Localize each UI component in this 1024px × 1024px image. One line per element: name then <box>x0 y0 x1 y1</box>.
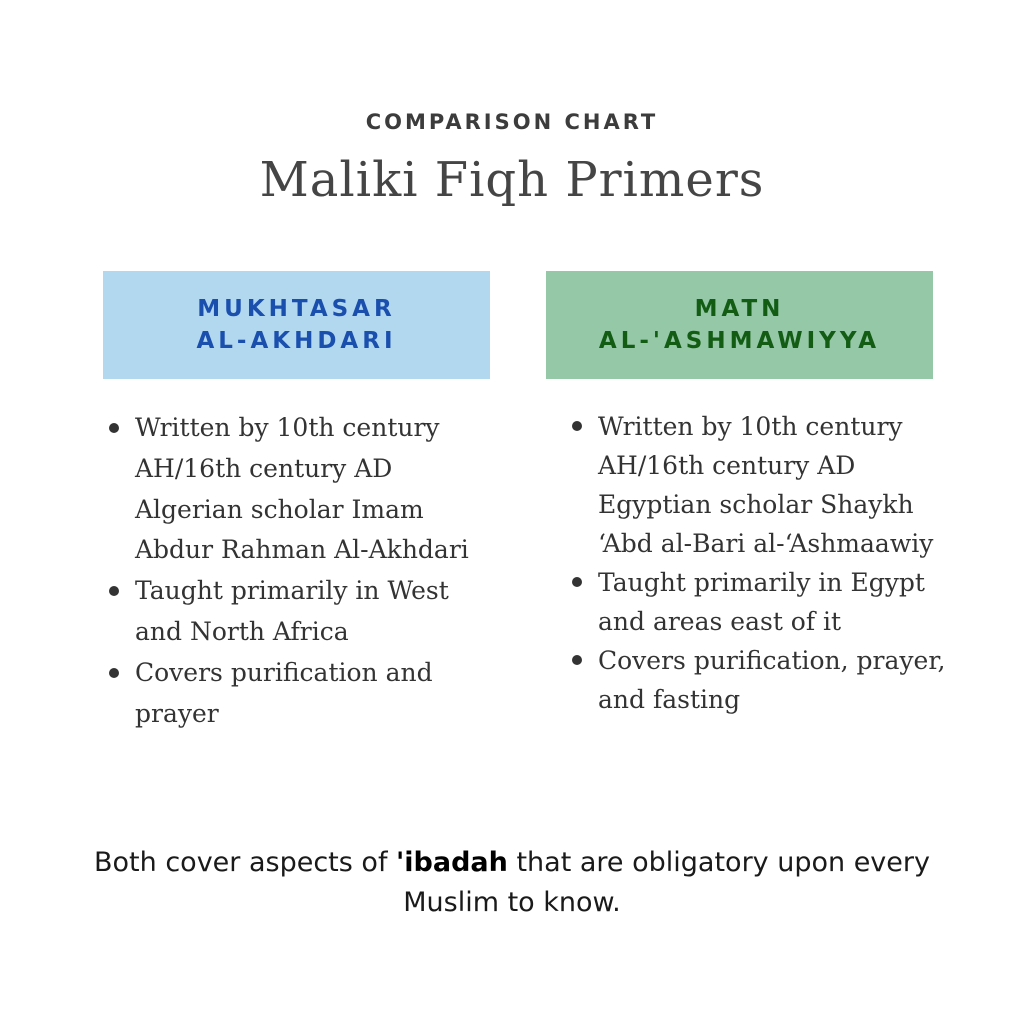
column-header-matn <box>546 271 933 379</box>
bullet-list-mukhtasar <box>105 408 485 734</box>
list-item-text: Covers purification and prayer <box>135 657 433 728</box>
page-title: Maliki Fiqh Primers <box>259 152 765 208</box>
list-item <box>568 563 948 641</box>
footer-note <box>90 843 934 923</box>
bullet-icon <box>572 421 582 431</box>
column-header-line-1: MATN <box>694 296 785 322</box>
list-item-text: Taught primarily in Egypt and areas east of it <box>598 568 925 636</box>
footer-text-start: Both cover aspects of <box>94 847 397 878</box>
column-header-line-2: AL-AKHDARI <box>196 328 397 354</box>
list-item-text: Written by 10th century AH/16th century AD Algerian scholar Imam Abdur Rahman Al-Akhdari <box>135 413 469 565</box>
footer-text-end: that are obligatory upon every Muslim to know. <box>403 847 930 918</box>
chart-eyebrow: COMPARISON CHART <box>365 110 659 134</box>
footer-emphasis: 'ibadah <box>396 847 508 878</box>
column-header-line-2: AL-'ASHMAWIYYA <box>598 328 881 354</box>
list-item <box>568 641 948 719</box>
list-item-text: Taught primarily in West and North Africa <box>135 576 449 646</box>
bullet-icon <box>109 586 119 596</box>
list-item-text: Written by 10th century AH/16th century AD Egyptian scholar Shaykh ‘Abd al-Bari al-‘Ashmaawiy <box>598 412 934 558</box>
list-item-text: Covers purification, prayer, and fasting <box>598 646 946 714</box>
bullet-icon <box>109 668 119 678</box>
list-item <box>105 653 485 735</box>
list-item <box>568 407 948 563</box>
bullet-icon <box>572 577 582 587</box>
bullet-icon <box>572 655 582 665</box>
bullet-list-matn <box>568 407 948 719</box>
list-item <box>105 408 485 571</box>
list-item <box>105 571 485 653</box>
bullet-icon <box>109 423 119 433</box>
column-header-mukhtasar <box>103 271 490 379</box>
column-header-line-1: MUKHTASAR <box>197 296 396 322</box>
